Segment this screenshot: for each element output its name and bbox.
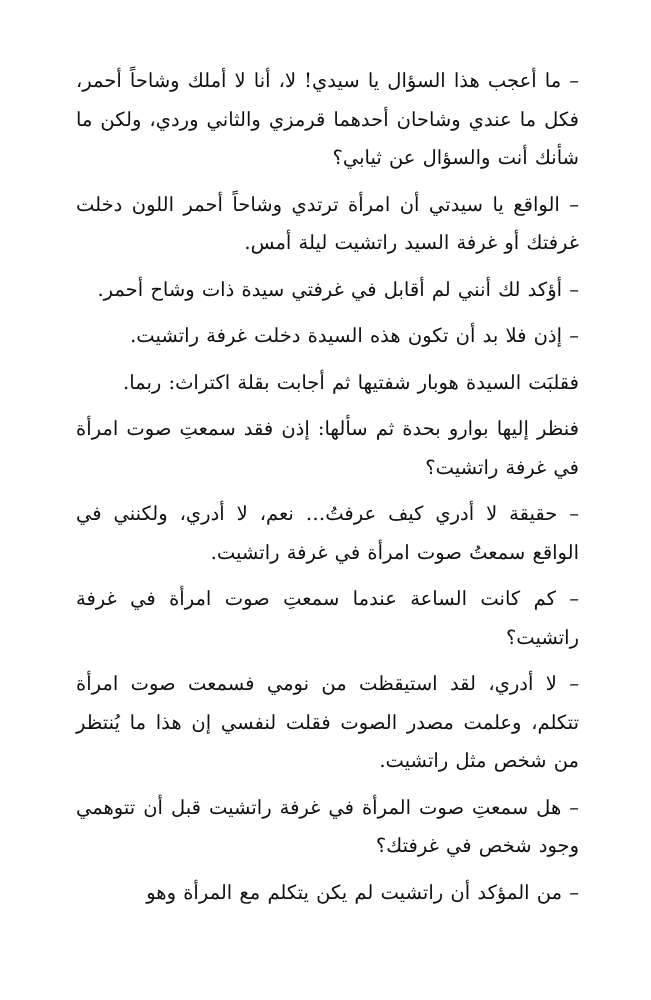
paragraph: – حقيقة لا أدري كيف عرفتُ… نعم، لا أدري، ولكنني في الواقع سمعتُ صوت امرأة في غرفة راتشيت.: [76, 502, 579, 564]
paragraph: – من المؤكد أن راتشيت لم يكن يتكلم مع المرأة وهو: [146, 880, 579, 904]
paragraph: – أؤكد لك أنني لم أقابل في غرفتي سيدة ذات وشاح أحمر.: [97, 277, 579, 301]
paragraph: – إذن فلا بد أن تكون هذه السيدة دخلت غرفة راتشيت.: [130, 324, 579, 347]
paragraph: – لا أدري، لقد استيقظت من نومي فسمعت صوت امرأة تتكلم، وعلمت مصدر الصوت فقلت لنفسي إن هذا ما يُنتظر من شخص مثل راتشيت.: [76, 672, 579, 772]
paragraph: فقلبَت السيدة هوبار شفتيها ثم أجابت بقلة اكتراث: ربما.: [123, 370, 579, 394]
paragraph: – ما أعجب هذا السؤال يا سيدي! لا، أنا لا أملك وشاحاً أحمر، فكل ما عندي وشاحان أحدهما قرمزي والثاني وردي، ولكن ما شأنك أنت والسؤال عن ثيابي؟: [76, 69, 579, 169]
paragraph: – هل سمعتِ صوت المرأة في غرفة راتشيت قبل أن تتوهمي وجود شخص في غرفتك؟: [76, 795, 579, 857]
paragraph: – الواقع يا سيدتي أن امرأة ترتدي وشاحاً أحمر اللون دخلت غرفتك أو غرفة السيد راتشيت ليلة أمس.: [76, 192, 579, 254]
paragraph: فنظر إليها بوارو بحدة ثم سألها: إذن فقد سمعتِ صوت امرأة في غرفة راتشيت؟: [76, 417, 579, 479]
paragraph: – كم كانت الساعة عندما سمعتِ صوت امرأة في غرفة راتشيت؟: [76, 587, 579, 649]
